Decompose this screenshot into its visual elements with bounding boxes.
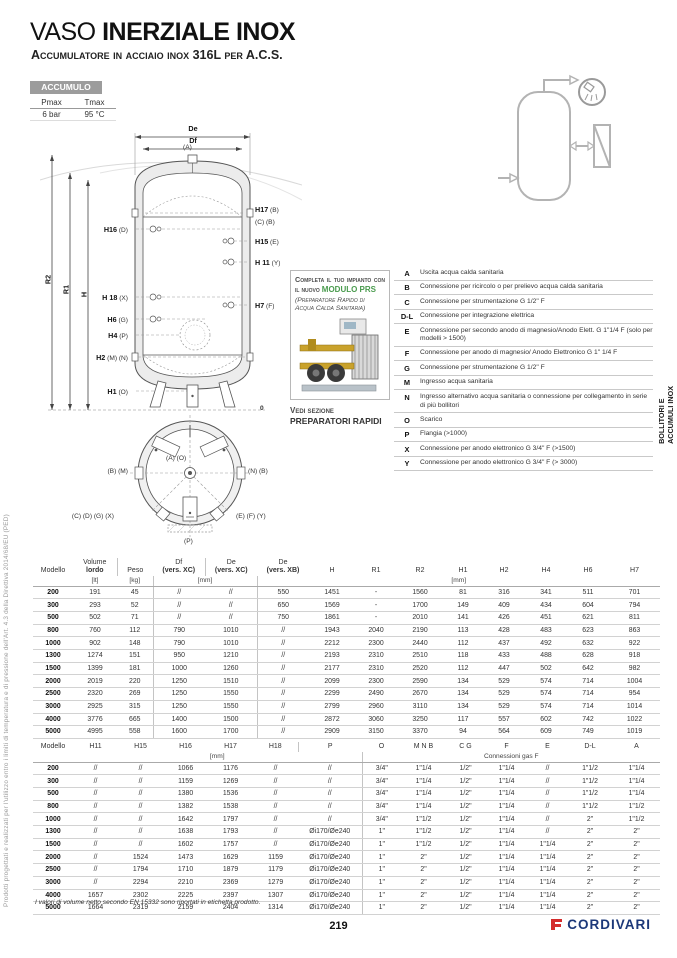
legend-description: Connessione per integrazione elettrica [420,312,535,319]
label-h2: H2 (M) (N) [96,353,128,362]
promo-subtitle: (Preparatore Rapido di Acqua Calda Sanitaria) [295,296,366,313]
table1-header-cell: De (vers. XB) [266,559,300,575]
page-subtitle: Accumulatore in acciaio inox 316L per A.C.S. [31,48,283,62]
accumulo-badge: ACCUMULO [30,81,102,94]
legend-key: O [404,415,410,425]
label-h11: H 11 (Y) [255,258,281,267]
table1-header-cell: Peso [127,567,144,575]
legend-row [394,310,653,325]
table2-row: 2000 // 1524 1473 1629 1159 Øi170/Øe240 1" 2" 1/2" 1"1/4 1"1/4 2" 2" [33,851,660,864]
brand-logo-icon [550,918,563,931]
legend-description: Connessione per secondo anodo di magnesio/Anodo Elett. G 1"1/4 F (solo per modelli > 1500) [420,326,653,343]
dim-label-df: Df [189,136,197,145]
promo-highlight: MODULO PRS [321,284,377,294]
application-schematic [488,70,628,242]
legend-key: D-L [400,312,414,321]
table1-header-cell: H2 [499,567,509,575]
topview-label-bottom-left: (C) (D) (G) (X) [71,513,114,520]
table2-header-cell: H17 [224,743,237,750]
technical-drawing [40,125,302,553]
topview-label-center: (A) (O) [166,455,187,462]
table2-row: 1300 // // 1638 1793 // Øi170/Øe240 1" 1"1/2 1/2" 1"1/4 // 2" 2" [33,826,660,839]
table2-row: 500 // // 1380 1536 // // 3/4" 1"1/4 1/2" 1"1/4 // 1"1/2 1"1/4 [33,788,660,801]
label-h15: H15 (E) [255,237,279,246]
table2-header-cell: A [634,743,639,750]
table2-header-cell: O [378,743,385,750]
legend-description: Scarico [420,415,443,423]
legend-key: A [404,268,410,278]
page-number: 219 [329,920,348,932]
promo-see-line1: Vedi sezione [290,406,334,416]
legend-row [394,295,653,310]
promo-box [290,270,390,400]
promo-see-section [290,406,390,427]
nozzle-label-a: (A) [183,144,192,151]
legend-description: Connessione per strumentazione G 1/2" F [420,297,545,305]
table2-header-cell: M N B [413,743,434,750]
table2-row: 4000 1657 2302 2225 2397 1307 Øi170/Øe240 1" 2" 1/2" 1"1/4 1"1/4 2" 2" [33,889,660,902]
table2-header-cell: E [545,743,550,750]
legend-row [394,413,653,428]
table1-header-cell: H7 [630,567,639,575]
page-title-bold: INERZIALE INOX [102,18,296,46]
legend-description: Uscita acqua calda sanitaria [420,268,504,276]
section-tab [658,386,675,444]
table1-row: 1300 1274 151 950 1210 // 2193 2310 2510 118 433 488 628 918 [33,650,660,663]
pmax-tmax-table [30,97,116,121]
legend-row [394,347,653,362]
legend-row [394,324,653,347]
label-cb: (C) (B) [255,219,275,226]
table1-header-cell: R1 [371,567,381,575]
legend-row [394,281,653,296]
table2-row: 5000 1664 2319 2159 2404 1314 Øi170/Øe240 1" 2" 1/2" 1"1/4 1"1/4 2" 2" [33,902,660,915]
legend-row [394,428,653,443]
table1-row: 500 502 71 // // 750 1861 - 2010 141 426 451 621 811 [33,612,660,625]
label-h18: H 18 (X) [102,293,128,302]
table2-header-row [33,742,660,752]
legend-description: Connessione per anodo elettronico G 3/4" F (>1500) [420,444,576,452]
prs-module-image [296,317,384,397]
legend-key: Y [404,459,410,469]
table2-header-cell: C G [459,743,472,750]
legend-description: Ingresso alternativo acqua sanitaria o connessione per collegamento in serie di più bollitori [420,392,648,409]
dim-label-r2: R2 [43,274,53,285]
schematic-svg [488,70,628,242]
table1-row: 2500 2320 269 1250 1550 // 2299 2490 2670 134 529 574 714 954 [33,688,660,701]
table1-units-row: [lt] [kg] [mm] [mm] [33,576,660,586]
table1-header-cell: De (vers. XC) [214,559,248,575]
table1-row: 200 191 45 // // 550 1451 - 1560 81 316 341 511 701 [33,586,660,599]
legend-row [394,376,653,391]
page-title-light: VASO [30,18,96,46]
legend-description: Connessione per ricircolo o per prelievo acqua calda sanitaria [420,283,603,290]
legend-description: Connessione per anodo elettronico G 3/4" F (> 3000) [420,459,578,467]
table2-header-cell: D-L [584,743,596,750]
label-h4: H4 (P) [108,331,128,340]
table2-header-cell: F [504,743,509,750]
legend-key: B [404,283,410,292]
tmax-label: Tmax [73,97,116,109]
table1-header-cell: H1 [458,567,468,575]
topview-label-bottom-right: (E) (F) (Y) [236,513,266,520]
label-h16: H16 (D) [103,225,128,234]
table1-header-cell: H6 [583,567,593,575]
table2-row: 3000 // 2294 2210 2369 1279 Øi170/Øe240 1" 2" 1/2" 1"1/4 1"1/4 2" 2" [33,876,660,889]
legend-row [394,390,653,413]
legend-row [394,266,653,281]
label-h7: H7 (F) [255,301,275,310]
table1-header-cell: Df (vers. XC) [153,558,205,576]
legend-row [394,457,653,472]
label-h6: H6 (G) [107,315,128,324]
connection-legend [394,266,653,471]
table2-header-cell: H11 [89,743,102,750]
legend-key: G [404,363,410,373]
dim-label-r1: R1 [61,284,71,295]
legend-description: Connessione per strumentazione G 1/2" F [420,363,545,371]
table1-row: 300 293 52 // // 650 1569 - 1700 149 409 434 604 794 [33,599,660,612]
table2-header-cell: Modello [40,743,66,750]
table1-row: 4000 3776 665 1400 1500 // 2872 3060 3250 117 557 602 742 1022 [33,713,660,726]
table2-row: 300 // // 1159 1269 // // 3/4" 1"1/4 1/2" 1"1/4 // 1"1/2 1"1/4 [33,775,660,788]
dim-label-h: H [79,291,89,298]
dim-label-de: De [188,124,198,133]
table1-header-row [33,558,660,576]
brand-logo-text: CORDIVARI [567,917,651,932]
topview-label-p: (P) [184,538,193,545]
table1-row: 1000 902 148 790 1010 // 2212 2300 2440 112 437 492 632 922 [33,637,660,650]
table2-header-cell: H15 [134,743,147,750]
legend-key: F [404,349,410,359]
dimensions-table-2 [33,742,660,915]
legend-key: E [404,326,410,336]
table1-row: 1500 1399 181 1000 1260 // 2177 2310 2520 112 447 502 642 982 [33,662,660,675]
topview-label-left: (B) (M) [107,468,128,475]
table2-row: 2500 // 1794 1710 1879 1179 Øi170/Øe240 1" 2" 1/2" 1"1/4 1"1/4 2" 2" [33,864,660,877]
legend-row [394,361,653,376]
table2-header-cell: P [327,743,333,750]
table2-row: 1000 // // 1642 1797 // // 3/4" 1"1/2 1/2" 1"1/4 // 2" 1"1/2 [33,813,660,826]
pmax-label: Pmax [30,97,73,109]
legend-key: X [404,444,410,454]
table1-header-cell: Volume lordo [73,558,117,576]
shower-icon [579,79,605,105]
label-h1: H1 (O) [107,387,128,396]
tmax-value: 95 °C [73,109,116,121]
legend-description: Ingresso acqua sanitaria [420,378,493,386]
legend-key: P [404,430,410,440]
side-note-ped: Prodotti progettati e realizzati per l'utilizzo entro i limiti di temperatura e di pressione dell'Art. 4.3 della Direttiva 2014/68/EU (PED) [3,514,10,907]
table1-header-cell: H [329,567,335,575]
promo-title: Completa il tuo impianto con il nuovo MODULO PRS [295,275,385,294]
legend-description: Connessione per anodo di magnesio/ Anodo Elettronico G 1" 1/4 F [420,349,618,357]
table1-header-cell: Modello [40,567,66,575]
table2-header-cell: H18 [253,742,298,752]
dimensions-table-1 [33,558,660,739]
legend-key: M [403,378,411,388]
section-tab-line2: ACCUMULI INOX [666,386,675,444]
legend-description: Flangia (>1000) [420,430,468,438]
table2-header-cell: H16 [179,743,192,750]
table2-units-row: [mm] Connessioni gas F [33,752,660,762]
promo-see-line2: PREPARATORI RAPIDI [290,416,382,427]
zero-label: 0 [260,405,264,412]
table2-row: 200 // // 1066 1176 // // 3/4" 1"1/4 1/2" 1"1/4 // 1"1/2 1"1/4 [33,762,660,775]
legend-key: N [404,392,410,402]
pmax-value: 6 bar [30,109,73,121]
table1-header-cell: H4 [541,567,551,575]
table2-row: 1500 // // 1602 1757 // Øi170/Øe240 1" 1"1/2 1/2" 1"1/4 1"1/4 2" 2" [33,838,660,851]
promo-prs-module [290,270,390,427]
brand-logo [550,917,651,932]
table1-row: 3000 2925 315 1250 1550 // 2799 2960 3110 134 529 574 714 1014 [33,700,660,713]
section-tab-line1: BOLLITORI E [657,398,666,444]
topview-label-right: (N) (B) [248,468,268,475]
legend-key: C [404,297,410,307]
table1-header-cell: R2 [415,567,425,575]
label-h17: H17 (B) [255,205,279,214]
table2-row: 800 // // 1382 1538 // // 3/4" 1"1/4 1/2" 1"1/4 // 1"1/2 1"1/2 [33,800,660,813]
table1-row: 800 760 112 790 1010 // 1943 2040 2190 113 428 483 623 863 [33,624,660,637]
legend-row [394,442,653,457]
table-footnote: I valori di volume netto secondo EN 15332 sono riportati in etichetta prodotto. [35,899,261,906]
page-title [30,18,295,47]
table1-row: 2000 2019 220 1250 1510 // 2099 2300 2590 134 529 574 714 1004 [33,675,660,688]
table1-row: 5000 4995 558 1600 1700 // 2909 3150 3370 94 564 609 749 1019 [33,726,660,739]
